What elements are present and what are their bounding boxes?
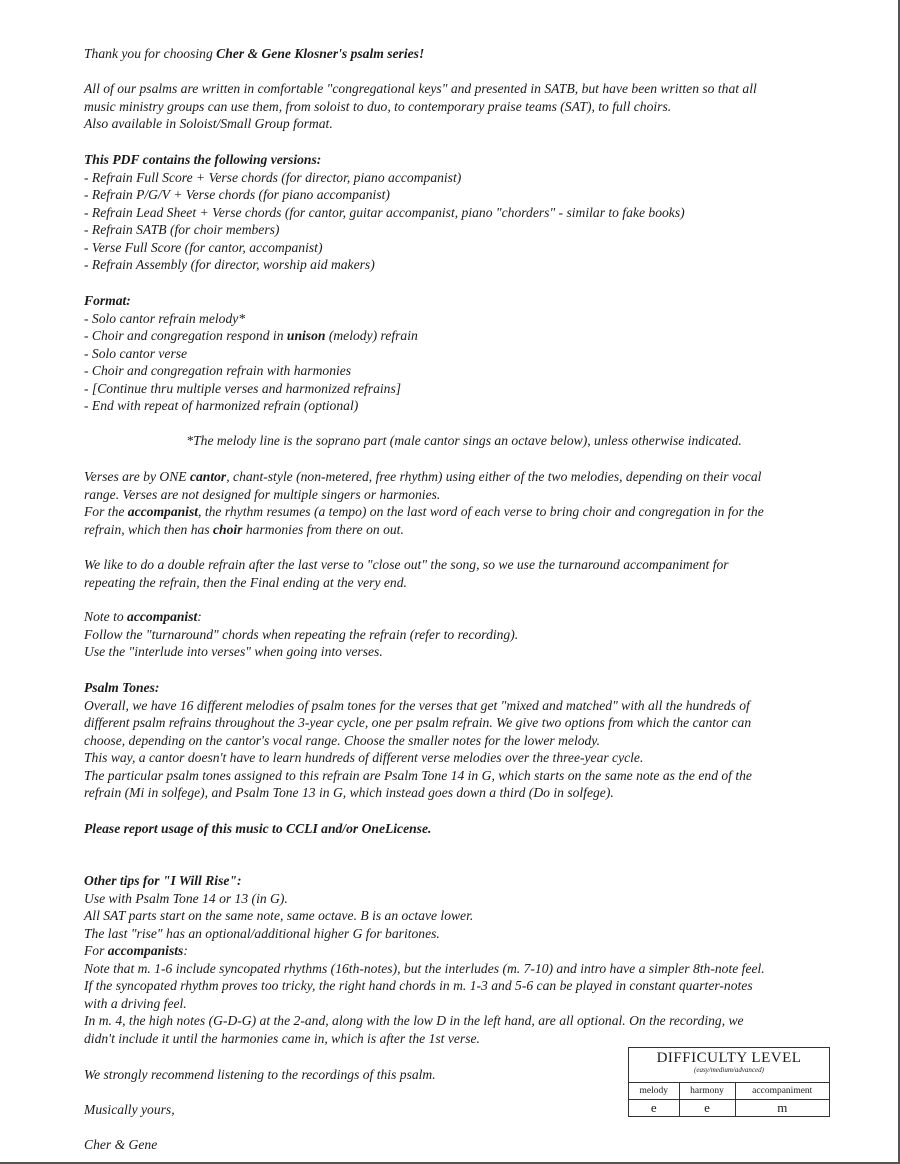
- difficulty-header-accompaniment: accompaniment: [735, 1083, 829, 1100]
- difficulty-value-melody: e: [629, 1100, 679, 1117]
- difficulty-value-accompaniment: m: [735, 1100, 829, 1117]
- accompanist-note: Note to accompanist: Follow the "turnaround" chords when repeating the refrain (refer to recording). Use the "interlude into verses" when going into verses.: [84, 609, 519, 659]
- version-item: - Verse Full Score (for cantor, accompanist): [84, 239, 323, 255]
- psalm-tones-heading: Psalm Tones:: [84, 680, 160, 695]
- about-paragraph: [84, 80, 844, 133]
- verses-line: Verses are by ONE cantor, chant-style (non-metered, free rhythm) using either of the two melodies, depending on their vocal: [84, 469, 762, 484]
- format-item: - Choir and congregation refrain with harmonies: [84, 363, 352, 378]
- difficulty-title: DIFFICULTY LEVEL: [656, 1050, 802, 1066]
- recommendation: We strongly recommend listening to the recordings of this psalm.: [84, 1067, 436, 1082]
- intro: [84, 45, 844, 63]
- closing: Musically yours,: [84, 1102, 175, 1117]
- version-item: - Refrain SATB (for choir members): [84, 222, 280, 237]
- other-tips-section: Other tips for "I Will Rise": Use with Psalm Tone 14 or 13 (in G). All SAT parts start on the same note, same octave. B is an octave lower. The last "rise" has an optional/additional higher G for baritones. For accompanists: Note that m. 1-6 include syncopated rhythms (16th-notes), but the interludes (m. 7-10) and intro have a simpler 8th-note feel. If the syncopated rhythm proves too tricky, the right hand chords in m. 1-3 and 5-6 can be played in constant quarter-notes with a driving feel. In m. 4, the high notes (G-D-G) at the 2-and, along with the low D in the left hand, are all optional. On the recording, we didn't include it until the harmonies came in, which is after the 1st verse.: [84, 873, 765, 1046]
- difficulty-subtitle: (easy/medium/advanced): [694, 1066, 764, 1074]
- format-item: - Solo cantor refrain melody*: [84, 310, 246, 326]
- psalm-tones-section: Psalm Tones: Overall, we have 16 different melodies of psalm tones for the verses that get "mixed and matched" with all the hundreds of different psalm refrains throughout the 3-year cycle, one per psalm refrain. We give two options from which the cantor can choose, depending on the cantor's vocal range. Choose the smaller notes for the lower melody. This way, a cantor doesn't have to learn hundreds of different verse melodies over the three-year cycle. The particular psalm tones assigned to this refrain are Psalm Tone 14 in G, which starts on the same note as the end of the refrain (Mi in solfege), and Psalm Tone 13 in G, which instead goes down a third (Do in solfege).: [84, 680, 752, 800]
- difficulty-header-harmony: harmony: [679, 1083, 735, 1100]
- about-line: All of our psalms are written in comfortable "congregational keys" and presented in SATB, but have been written so that all: [84, 81, 757, 96]
- report-usage: Please report usage of this music to CCLI and/or OneLicense.: [84, 821, 432, 836]
- format-item: - [Continue thru multiple verses and harmonized refrains]: [84, 380, 402, 396]
- difficulty-value-harmony: e: [679, 1100, 735, 1117]
- verses-line: range. Verses are not designed for multiple singers or harmonies.: [84, 486, 441, 502]
- versions-section: [84, 151, 844, 274]
- signature: Cher & Gene: [84, 1137, 158, 1152]
- version-item: - Refrain P/G/V + Verse chords (for piano accompanist): [84, 187, 390, 202]
- intro-text: Thank you for choosing: [84, 46, 217, 61]
- about-line: Also available in Soloist/Small Group format.: [84, 116, 333, 131]
- format-item: - Choir and congregation respond in unison (melody) refrain: [84, 328, 418, 343]
- verses-paragraph: [84, 468, 844, 538]
- difficulty-header-melody: melody: [629, 1083, 679, 1100]
- format-section: [84, 292, 844, 415]
- format-heading: Format:: [84, 293, 131, 308]
- tips-heading: Other tips for "I Will Rise":: [84, 873, 242, 888]
- version-item: - Refrain Lead Sheet + Verse chords (for cantor, guitar accompanist, piano "chorders" - similar to fake books): [84, 204, 685, 220]
- format-item: - Solo cantor verse: [84, 345, 188, 361]
- verses-line: refrain, which then has choir harmonies from there on out.: [84, 521, 404, 537]
- intro-bold: Cher & Gene Klosner's psalm series!: [216, 46, 425, 61]
- version-item: - Refrain Assembly (for director, worship aid makers): [84, 257, 375, 272]
- format-item: - End with repeat of harmonized refrain (optional): [84, 398, 359, 413]
- version-item: - Refrain Full Score + Verse chords (for director, piano accompanist): [84, 169, 462, 185]
- about-line: music ministry groups can use them, from soloist to duo, to contemporary praise teams (SAT), to full choirs.: [84, 98, 672, 114]
- double-refrain-paragraph: We like to do a double refrain after the last verse to "close out" the song, so we use the turnaround accompaniment for repeating the refrain, then the Final ending at the very end.: [84, 557, 729, 590]
- verses-line: For the accompanist, the rhythm resumes (a tempo) on the last word of each verse to bring choir and congregation in for the: [84, 504, 764, 519]
- melody-footnote: *The melody line is the soprano part (male cantor sings an octave below), unless otherwise indicated.: [186, 433, 742, 448]
- difficulty-level-box: [628, 1047, 830, 1117]
- difficulty-table: [629, 1082, 829, 1116]
- versions-heading: This PDF contains the following versions:: [84, 152, 322, 167]
